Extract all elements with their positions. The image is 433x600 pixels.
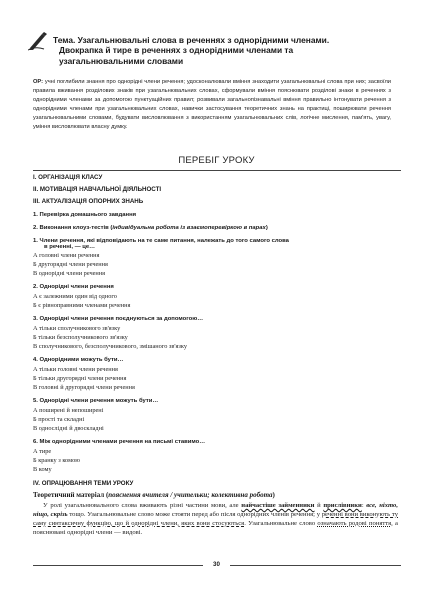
theory-paragraph: У ролі узагальнювального слова вживають різні частини мови, але найчастіше займенники й прислівники: все, ніхто, ніщо, скрізь тощо. Узагальнювальне слово може стояти перед або після однорідних членів речення; у реченні вони виконують ту саму синтаксичну функцію, що й однорідні члени, яких вони стосуються. Узагальнювальне слово означають родові поняття, а пояснювані однорідні члени — видові. <box>33 502 398 537</box>
question-3-option-b: Б тільки безсполучникового зв'язку <box>33 334 128 341</box>
page-number: 30 <box>0 561 433 568</box>
stage-actualization: III. АКТУАЛІЗАЦІЯ ОПОРНИХ ЗНАНЬ <box>33 198 144 205</box>
learning-outcomes <box>33 78 391 131</box>
question-5-option-b: Б прості та складні <box>33 416 85 423</box>
task-homework-check: 1. Перевірка домашнього завдання <box>33 212 137 218</box>
question-2: 2. Однорідні члени речення <box>33 284 114 290</box>
question-1-cont: в реченні, — це… <box>44 244 96 250</box>
question-5-option-c: В однослідні й двоскладні <box>33 425 104 432</box>
question-5: 5. Однорідні члени речення можуть бути… <box>33 398 159 404</box>
question-1-option-b: Б другорядні члени речення <box>33 261 108 268</box>
topic-title-line-1: Тема. Узагальнювальні слова в реченнях з однорідними членами. <box>53 35 330 45</box>
topic-label: Тема. <box>53 35 76 45</box>
lesson-flow-heading: ПЕРЕБІГ УРОКУ <box>178 155 255 166</box>
question-1-option-a: А головні члени речення <box>33 252 100 259</box>
question-6-option-b: Б кранку з комою <box>33 457 80 464</box>
question-3-option-c: В сполучникового, безсполучникового, змішаного зв'язку <box>33 343 188 350</box>
stage-motivation: II. МОТИВАЦІЯ НАВЧАЛЬНОЇ ДІЯЛЬНОСТІ <box>33 186 162 193</box>
heading-divider <box>33 170 401 171</box>
theory-title: Теоретичний матеріал (пояснення вчителя / учительки; колективна робота) <box>33 491 275 499</box>
topic-title-line-3: узагальнювальними словами <box>59 55 184 66</box>
stage-organization: I. ОРГАНІЗАЦІЯ КЛАСУ <box>33 174 103 181</box>
question-6-option-c: В кому <box>33 466 52 473</box>
task-cloze-tests: 2. Виконання клоуз-тестів (індивідуальна робота із взаємоперевіркою в парах) <box>33 225 268 231</box>
question-4-option-a: А тільки головні члени речення <box>33 366 118 373</box>
question-4: 4. Однорідними можуть бути… <box>33 357 124 363</box>
outcomes-text: учні поглибили знання про однорідні члени речення; удосконалювали вміння знаходити узагальнювальні слова при них; засвоїли правила вживання розділових знаків при узагальнювальних словах, сформували вміння пояснювати розділові знаки в реченнях з однорідними членами за допомогою пунктуаційних правил; розвивали загальнопізнавальні вміння правильно інтонувати речення з однорідними членами при узагальнювальних словах, навички застосування теоретичних знань на практиці, поширювати речення узагальнювальними словами, будувати висловлювання з використанням узагальнювальних слів, логічне мислення, пам'ять, увагу, уміння висловлювати власну думку. <box>33 79 391 130</box>
question-5-option-a: А поширені й непоширені <box>33 407 104 414</box>
question-3-option-a: А тільки сполучникового зв'язку <box>33 325 121 332</box>
question-1: 1. Члени речення, які відповідають на те саме питання, належать до того самого слова <box>33 238 289 244</box>
stage-topic-work: IV. ОПРАЦЮВАННЯ ТЕМИ УРОКУ <box>33 480 134 487</box>
question-2-option-a: А є залежними один від одного <box>33 293 117 300</box>
question-6-option-a: А тире <box>33 448 52 455</box>
question-4-option-b: Б тільки другорядні члени речення <box>33 375 127 382</box>
question-4-option-c: В головні й другорядні члени речення <box>33 384 135 391</box>
question-2-option-b: Б є рівноправними членами речення <box>33 302 131 309</box>
topic-title-line-2: Двокрапка й тире в реченнях з однорідними членами та <box>59 45 294 56</box>
question-6: 6. Між однорідними членами речення на письмі ставимо… <box>33 439 206 445</box>
lesson-topic-header <box>33 35 401 66</box>
question-3: 3. Однорідні члени речення поєднуються за допомогою… <box>33 316 204 322</box>
outcomes-label: ОР: <box>33 79 44 85</box>
question-1-option-c: В однорідні члени речення <box>33 270 106 277</box>
pen-icon <box>28 31 50 51</box>
